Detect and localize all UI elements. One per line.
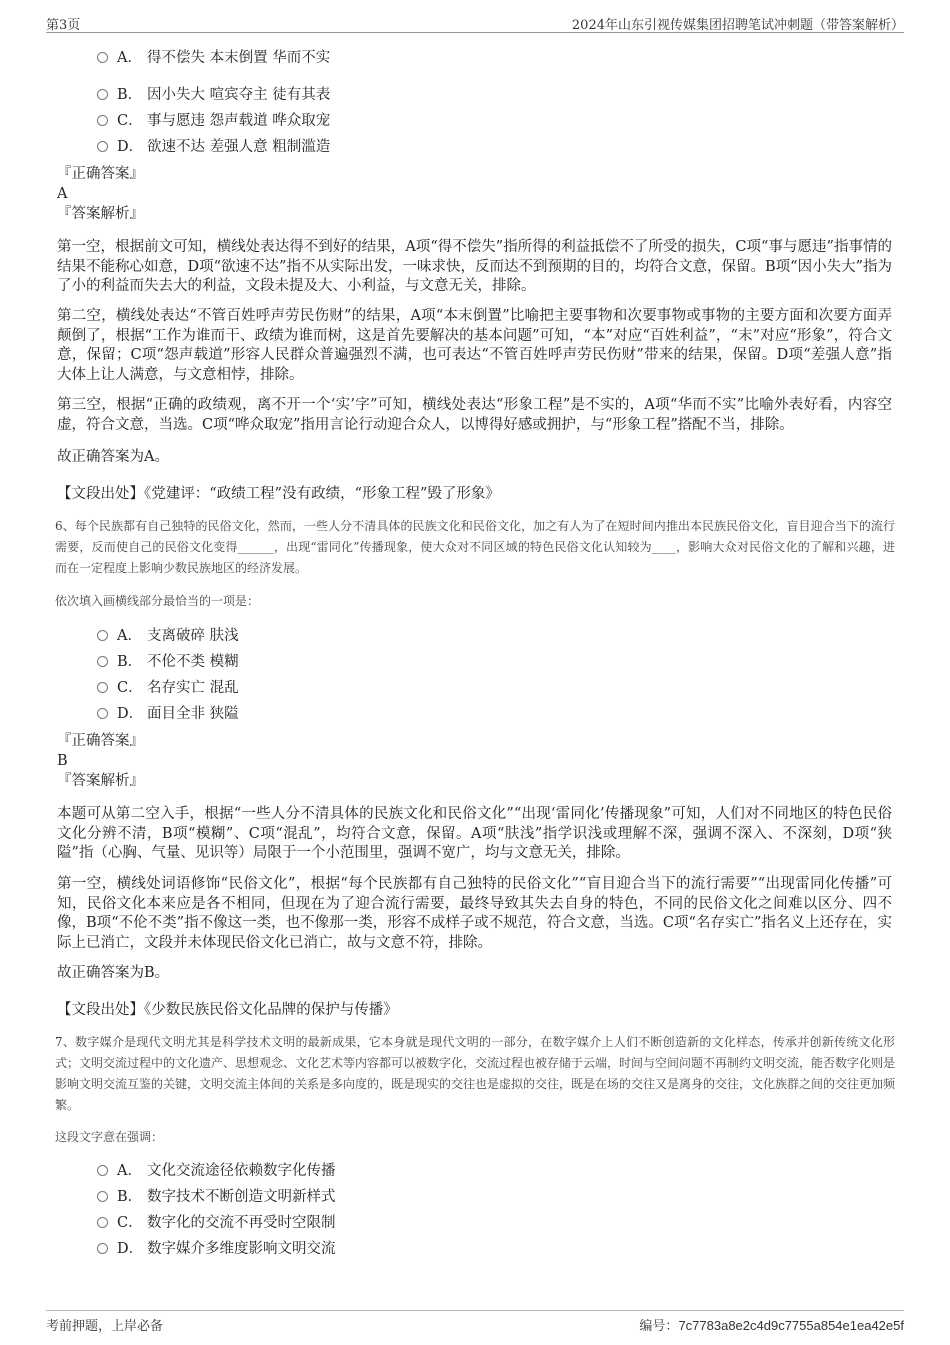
option-b[interactable] <box>97 652 239 672</box>
analysis-paragraph: 第一空，根据前文可知，横线处表达得不到好的结果，A项“得不偿失”指所得的利益抵偿不了所受的损失，C项“事与愿违”指事情的结果不能称心如意，D项“欲速不达”指不从实际出发，一味求快，反而达不到预期的目的，均符合文意，保留。B项“因小失大”指为了小的利益而失去大的利益，文段未提及大、小利益，与文意无关，排除。 <box>57 239 892 294</box>
option-text: 文化交流途径依赖数字化传播 <box>147 1163 336 1179</box>
source-citation: 【文段出处】《党建评：“政绩工程”没有政绩，“形象工程”毁了形象》 <box>57 486 500 502</box>
analysis-conclusion: 故正确答案为B。 <box>57 965 170 981</box>
option-key: C． <box>117 1215 143 1231</box>
question-text: 6、每个民族都有自己独特的民俗文化，然而，一些人分不清具体的民族文化和民俗文化，加之有人为了在短时间内推出本民族民俗文化，盲目迎合当下的流行需要，反而使自己的民俗文化变得______，出现“雷同化”传播现象，使大众对不同区域的特色民俗文化认知较为____，影响大众对民俗文化的了解和兴趣，进而在一定程度上影响少数民族地区的经济发展。 <box>55 519 895 575</box>
option-a[interactable] <box>97 626 239 646</box>
option-key: A． <box>117 628 142 644</box>
option-text: 因小失大 喧宾夺主 徒有其表 <box>147 87 331 103</box>
radio-icon[interactable] <box>97 630 108 641</box>
option-text: 得不偿失 本末倒置 华而不实 <box>147 50 331 66</box>
option-text: 数字媒介多维度影响文明交流 <box>147 1241 336 1257</box>
radio-icon[interactable] <box>97 141 108 152</box>
radio-icon[interactable] <box>97 656 108 667</box>
radio-icon[interactable] <box>97 1165 108 1176</box>
option-c[interactable] <box>97 678 239 698</box>
answer-label: 『正确答案』 <box>57 166 144 182</box>
answer-value: A <box>57 186 68 202</box>
option-a[interactable] <box>97 1161 336 1181</box>
option-a[interactable] <box>97 48 330 68</box>
analysis-paragraph: 第一空，横线处词语修饰“民俗文化”，根据“每个民族都有自己独特的民俗文化”“盲目迎合当下的流行需要”“出现雷同化传播”可知，民俗文化本来应是各不相同，但现在为了迎合流行需要，最终导致其失去自身的特色，不同的民俗文化之间难以区分、四不像，B项“不伦不类”指不像这一类，也不像那一类，形容不成样子或不规范，符合文意，当选。C项“名存实亡”指名义上还存在，实际上已消亡，文段并未体现民俗文化已消亡，故与文意不符，排除。 <box>57 876 892 951</box>
option-key: B． <box>117 87 143 103</box>
option-key: D． <box>117 706 144 722</box>
option-b[interactable] <box>97 85 330 105</box>
question-text: 7、数字媒介是现代文明尤其是科学技术文明的最新成果，它本身就是现代文明的一部分，在数字媒介上人们不断创造新的文化样态，传承并创新传统文化形式；文明交流过程中的文化遗产、思想观念、文化艺术等内容都可以被数字化，交流过程也被存储于云端，时间与空间问题不再制约文明交流，能否数字化则是影响文明交流互鉴的关键，文明交流主体间的关系是多向度的，既是现实的交往也是虚拟的交往，既是在场的交往又是离身的交往，文化族群之间的交往更加频繁。 <box>55 1035 896 1112</box>
question-prompt: 这段文字意在强调： <box>55 1130 164 1144</box>
option-text: 支离破碎 肤浅 <box>147 628 239 644</box>
option-c[interactable] <box>97 111 330 131</box>
option-text: 数字技术不断创造文明新样式 <box>147 1189 336 1205</box>
radio-icon[interactable] <box>97 52 108 63</box>
radio-icon[interactable] <box>97 89 108 100</box>
document-title: 2024年山东引视传媒集团招聘笔试冲刺题（带答案解析） <box>571 18 904 33</box>
option-key: A． <box>117 50 142 66</box>
source-citation: 【文段出处】《少数民族民俗文化品牌的保护与传播》 <box>57 1002 398 1018</box>
analysis-label: 『答案解析』 <box>57 773 144 789</box>
option-c[interactable] <box>97 1213 336 1233</box>
page-footer <box>46 1310 904 1335</box>
footer-slogan: 考前押题，上岸必备 <box>46 1319 164 1334</box>
answer-value: B <box>57 753 68 769</box>
option-text: 不伦不类 模糊 <box>147 654 239 670</box>
option-b[interactable] <box>97 1187 336 1207</box>
analysis-conclusion: 故正确答案为A。 <box>57 449 169 465</box>
analysis-label: 『答案解析』 <box>57 206 144 222</box>
option-text: 名存实亡 混乱 <box>147 680 239 696</box>
option-text: 欲速不达 差强人意 粗制滥造 <box>147 139 331 155</box>
radio-icon[interactable] <box>97 1191 108 1202</box>
analysis-paragraph: 第二空，横线处表达“不管百姓呼声劳民伤财”的结果，A项“本末倒置”比喻把主要事物和次要事物或事物的主要方面和次要方面弄颠倒了，根据“工作为谁而干、政绩为谁而树，这是首先要解决的基本问题”可知，“本”对应“百姓利益”，“末”对应“形象”，符合文意，保留；C项“怨声载道”形容人民群众普遍强烈不满，也可表达“不管百姓呼声劳民伤财”带来的结果，保留。D项“差强人意”指大体上让人满意，与文意相悖，排除。 <box>57 308 892 383</box>
radio-icon[interactable] <box>97 708 108 719</box>
option-text: 数字化的交流不再受时空限制 <box>147 1215 336 1231</box>
option-text: 面目全非 狭隘 <box>147 706 239 722</box>
option-key: B． <box>117 1189 143 1205</box>
document-code <box>639 1315 904 1334</box>
radio-icon[interactable] <box>97 1217 108 1228</box>
option-key: B． <box>117 654 143 670</box>
option-key: D． <box>117 139 144 155</box>
option-key: A． <box>117 1163 142 1179</box>
page-number: 第3页 <box>46 18 81 33</box>
option-key: D． <box>117 1241 144 1257</box>
option-text: 事与愿违 怨声载道 哗众取宠 <box>147 113 331 129</box>
question-prompt: 依次填入画横线部分最恰当的一项是： <box>55 594 260 608</box>
option-key: C． <box>117 113 143 129</box>
option-key: C． <box>117 680 143 696</box>
code-value: 7c7783a8e2c4d9c7755a854e1ea42e5f <box>678 1318 904 1333</box>
option-d[interactable] <box>97 137 330 157</box>
radio-icon[interactable] <box>97 115 108 126</box>
answer-label: 『正确答案』 <box>57 733 144 749</box>
radio-icon[interactable] <box>97 1243 108 1254</box>
page-header <box>46 12 904 33</box>
radio-icon[interactable] <box>97 682 108 693</box>
option-d[interactable] <box>97 1239 336 1259</box>
option-d[interactable] <box>97 704 239 724</box>
analysis-paragraph: 第三空，根据“正确的政绩观，离不开一个‘实’字”可知，横线处表达“形象工程”是不实的，A项“华而不实”比喻外表好看，内容空虚，符合文意，当选。C项“哗众取宠”指用言论行动迎合众人，以博得好感或拥护，与“形象工程”搭配不当，排除。 <box>57 397 892 433</box>
analysis-paragraph: 本题可从第二空入手，根据“一些人分不清具体的民族文化和民俗文化”“出现‘雷同化’传播现象”可知，人们对不同地区的特色民俗文化分辨不清，B项“模糊”、C项“混乱”，均符合文意，保留。A项“肤浅”指学识浅或理解不深，强调不深入、不深刻，D项“狭隘”指（心胸、气量、见识等）局限于一个小范围里，强调不宽广，均与文意无关，排除。 <box>57 806 892 861</box>
code-label: 编号： <box>639 1319 679 1334</box>
